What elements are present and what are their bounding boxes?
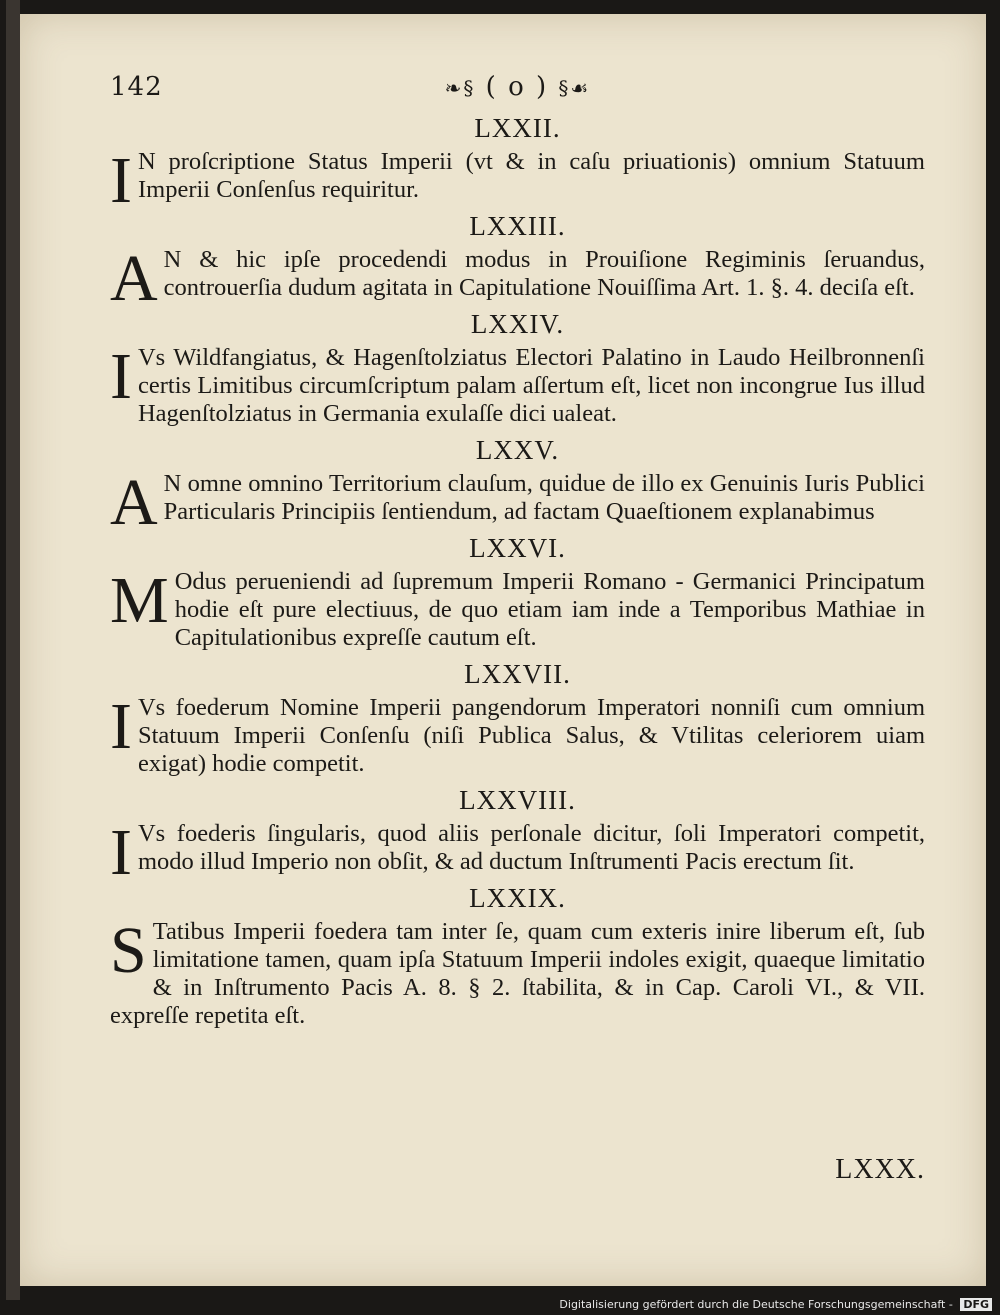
section-lxxv: [110, 435, 925, 539]
book-edge: [6, 0, 20, 1300]
section-paragraph: [110, 466, 925, 539]
section-lxxiv: [110, 310, 925, 428]
section-paragraph: [110, 340, 925, 428]
paragraph-text: Vs Wildfangiatus, & Hagenſtolziatus Electori Palatino in Laudo Heilbronnenſi certis Limitibus circumſcriptum palam aſſertum eſt, licet non incongrue Ius illud Hagenſtolziatus in Germania exulaſſe dici ualeat.: [137, 344, 925, 427]
section-numeral: LXXVIII.: [459, 785, 576, 815]
drop-cap: I: [110, 340, 132, 413]
paragraph-text: Vs foederum Nomine Imperii pangendorum Imperatori nonniſi cum omnium Statuum Imperii Conſenſu (niſi Publica Salus, & Vtilitas celeriorem uiam exigat) hodie competit.: [137, 694, 925, 777]
section-lxxii: [110, 113, 925, 217]
drop-cap: M: [110, 564, 169, 637]
drop-cap: I: [110, 816, 132, 889]
paragraph-text: Vs foederis ſingularis, quod aliis perſonale dicitur, ſoli Imperatori competit, modo illud Imperio non obſit, & ad ductum Inſtrumenti Pacis erectum ſit.: [137, 820, 925, 875]
ornament-left-icon: ❧§: [444, 76, 476, 100]
ornament-right-icon: §☙: [558, 76, 591, 100]
section-lxxiii: [110, 211, 925, 315]
section-numeral: LXXVI.: [469, 533, 566, 563]
section-numeral: LXXIII.: [469, 211, 566, 241]
section-paragraph: [110, 144, 925, 217]
section-numeral: LXXIV.: [470, 309, 565, 339]
paragraph-text: N omne omnino Territorium clauſum, quidue de illo ex Genuinis Iuris Publici Particularis Principiis ſentiendum, ad factam Quaeſtionem explanabimus: [163, 470, 925, 525]
dfg-logo: DFG: [960, 1298, 992, 1311]
section-paragraph: [110, 564, 925, 652]
running-head: [110, 72, 925, 102]
running-head-text: ( o ): [485, 72, 549, 102]
drop-cap: I: [110, 690, 132, 763]
catchword: LXXX.: [835, 1154, 925, 1185]
section-lxxviii: [110, 785, 925, 889]
section-numeral: LXXIX.: [469, 883, 566, 913]
section-lxxix: [110, 884, 925, 1030]
section-lxxvii: [110, 660, 925, 778]
page-header: [110, 72, 925, 112]
section-lxxvi: [110, 534, 925, 652]
section-paragraph: [110, 914, 925, 1030]
section-numeral: LXXV.: [475, 435, 560, 465]
page-body: [110, 114, 925, 1030]
page-number: 142: [110, 72, 163, 102]
drop-cap: A: [110, 242, 158, 315]
paragraph-text: Tatibus Imperii foedera tam inter ſe, quam cum exteris inire liberum eſt, ſub limitatione tamen, quam ipſa Statuum Imperii indoles exigit, quaeque limitatio & in Inſtrumento Pacis A. 8. § 2. ſtabilita, & in Cap. Caroli VI., & VII. expreſſe repetita eſt.: [110, 918, 925, 1029]
section-paragraph: [110, 816, 925, 889]
drop-cap: I: [110, 144, 132, 217]
paragraph-text: Odus perueniendi ad ſupremum Imperii Romano - Germanici Principatum hodie eſt pure electiuus, de quo etiam iam inde a Temporibus Mathiae in Capitulationibus expreſſe cautum eſt.: [174, 568, 925, 651]
digitization-credit: [559, 1298, 992, 1311]
paragraph-text: N & hic ipſe procedendi modus in Prouiſione Regiminis ſeruandus, controuerſia dudum agitata in Capitulatione Nouiſſima Art. 1. §. 4. deciſa eſt.: [163, 246, 925, 301]
drop-cap: S: [110, 914, 147, 987]
credit-text: Digitalisierung gefördert durch die Deutsche Forschungsgemeinschaft -: [559, 1298, 953, 1311]
paragraph-text: N proſcriptione Status Imperii (vt & in caſu priuationis) omnium Statuum Imperii Conſenſus requiritur.: [137, 148, 925, 203]
section-numeral: LXXVII.: [464, 659, 571, 689]
section-paragraph: [110, 690, 925, 778]
section-paragraph: [110, 242, 925, 315]
drop-cap: A: [110, 466, 158, 539]
section-numeral: LXXII.: [474, 113, 561, 143]
